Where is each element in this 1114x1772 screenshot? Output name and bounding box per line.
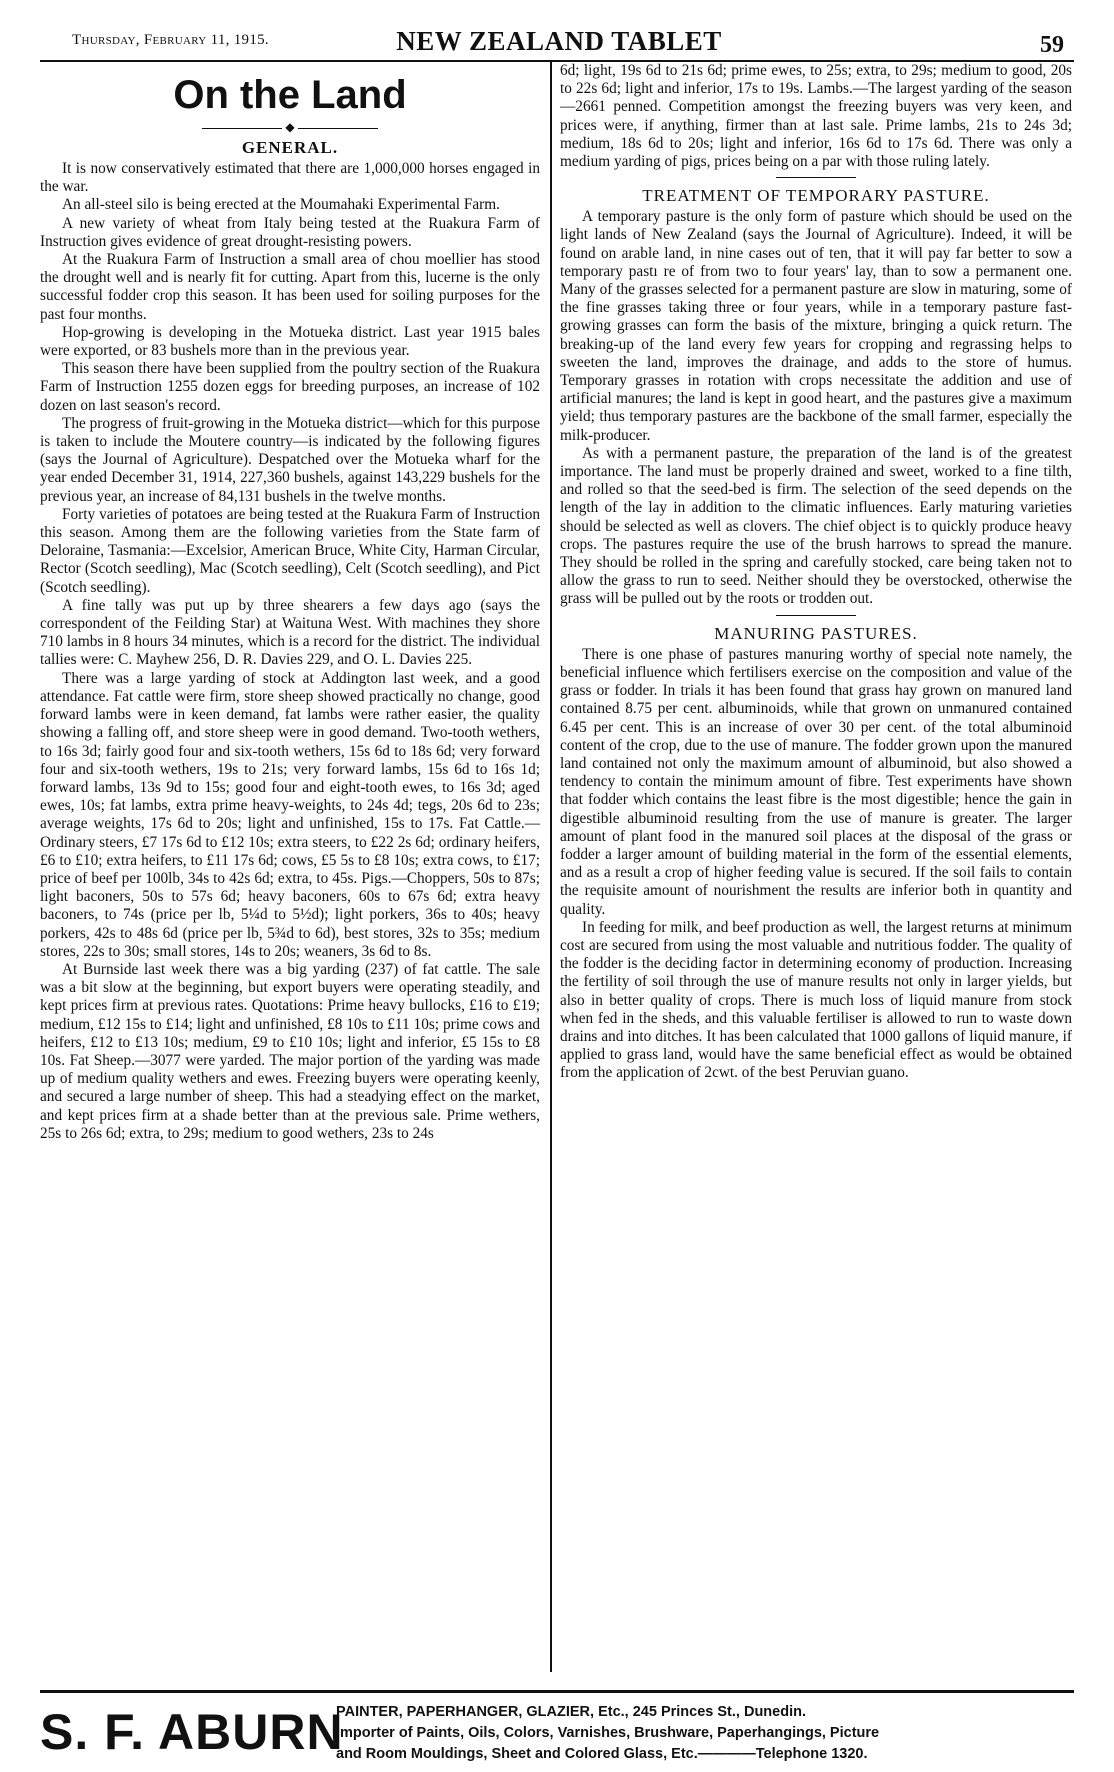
paragraph: At Burnside last week there was a big yarding (237) of fat cattle. The sale was a bit slow at the beginning, but export buyers were operating steadily, and kept prices firm at previous rates. Quotations: Prime heavy bullocks, £16 to £19; medium, £12 15s to £14; light and unfinished, £8 10s to £11 10s; prime cows and heifers, £12 to £13 10s; medium, £9 to £10 10s; light and inferior, £5 15s to £8 10s. Fat Sheep.—3077 were yarded. The major portion of the yarding was made up of medium quality wethers and ewes. Freezing buyers were operating keenly, and secured a large number of sheep. This had a steadying effect on the market, and kept prices firm at a shade better than at the previous sale. Prime wethers, 25s to 26s 6d; extra, to 29s; medium to good wethers, 23s to 24s — [40, 960, 540, 1142]
paragraph: As with a permanent pasture, the preparation of the land is of the greatest importance. The land must be properly drained and sweet, worked to a fine tilth, and rolled so that the seed-bed is firm. The selection of the seed depends on the length of the lay in addition to the climatic influences. Early maturing varieties should be selected as well as clovers. The chief object is to quickly produce heavy crops. The pastures require the use of the brush harrows to spread the manure. They should be rolled in the spring and carefully stocked, care being taken not to allow the grass to run to seed. Neither should they be overstocked, otherwise the grass will be pulled out by the roots or trodden out. — [560, 444, 1072, 608]
footer-rule — [40, 1690, 1074, 1693]
paragraph: It is now conservatively estimated that there are 1,000,000 horses engaged in the war. — [40, 160, 540, 196]
article-title: On the Land — [173, 73, 407, 117]
publication-title: NEW ZEALAND TABLET — [396, 26, 722, 56]
section-heading-temporary-pasture: TREATMENT OF TEMPORARY PASTURE. — [642, 186, 990, 206]
advertisement-text — [336, 1702, 1074, 1765]
paragraph: A new variety of wheat from Italy being tested at the Ruakura Farm of Instruction gives evidence of great drought-resisting powers. — [40, 214, 540, 250]
section-heading-general: GENERAL. — [241, 138, 339, 157]
paragraph: At the Ruakura Farm of Instruction a small area of chou moellier has stood the drought well and is nearly fit for cutting. Apart from this, lucerne is the only successful fodder crop this season. It has been used for soiling purposes for the past four months. — [40, 251, 540, 323]
advertiser-name: S. F. ABURN — [40, 1704, 344, 1760]
page-number: 59 — [1040, 32, 1064, 58]
paragraph: Forty varieties of potatoes are being tested at the Ruakura Farm of Instruction this season. Among them are the following varieties from the State farm of Deloraine, Tasmania:—Excelsior, American Bruce, White City, Harman Circular, Rector (Scotch seedling), Mac (Scotch seedling), Celt (Scotch seedling), and Pict (Scotch seedling). — [40, 505, 540, 596]
paragraph: Hop-growing is developing in the Motueka district. Last year 1915 bales were exported, or 83 bushels more than in the previous year. — [40, 323, 540, 360]
paragraph: This season there have been supplied from the poultry section of the Ruakura Farm of Instruction 1255 dozen eggs for breeding purposes, an increase of 102 dozen on last season's record. — [40, 360, 540, 414]
paragraph: In feeding for milk, and beef production as well, the largest returns at minimum cost are secured from using the most valuable and nutritious fodder. The quality of the fodder is the deciding factor in determining economy of production. Increasing the fertility of soil through the use of manure results not only in larger yields, but also in better quality of crops. There is much loss of liquid manure from stock when fed in the sheds, and this valuable fertiliser is allowed to run to waste down drains and into ditches. It has been calculated that 1000 gallons of liquid manure, if applied to grass land, would have the same beneficial effect as would be obtained from the application of 2cwt. of the best Peruvian guano. — [560, 918, 1072, 1082]
paragraph: A temporary pasture is the only form of pasture which should be used on the light lands of New Zealand (says the Journal of Agriculture). Indeed, it will be found on arable land, in nine cases out of ten, that it will pay far better to sow a temporary pastı re of from two to four years' lay, than to sow a permanent one. Many of the grasses selected for a permanent pasture are slow in maturing, some of the fine grasses taking three or four years, while in a temporary pasture fast-growing grasses can form the basis of the mixture, bringing a quick return. The breaking-up of the land every few years for cropping and regrassing helps to sweeten the land, improves the drainage, and adds to the store of humus. Temporary grasses in rotation with crops necessitate the addition and use of artificial manures; the land is kept in good heart, and the pastures give a maximum yield; thus temporary pastures are the backbone of the small farmer, especially the milk-producer. — [560, 208, 1072, 444]
title-ornament: ◆ — [40, 120, 540, 134]
paragraph: An all-steel silo is being erected at the Moumahaki Experimental Farm. — [62, 196, 500, 214]
paragraph: There was a large yarding of stock at Addington last week, and a good attendance. Fat cattle were firm, store sheep showed practically no change, good forward lambs were in keen demand, fat lambs were rather easier, the quality showing a falling off, and store sheep were in good demand. Two-tooth wethers, to 16s 3d; fairly good four and six-tooth wethers, 15s 6d to 18s 6d; very forward four and six-tooth wethers, 19s to 21s; very forward lambs, 15s 6d to 16s 1d; forward lambs, 13s 9d to 15s; good four and eight-tooth ewes, to 16s 3d; aged ewes, 10s; fat lambs, extra prime heavy-weights, to 24s 4d; tegs, 20s 6d to 23s; average weights, 17s 6d to 20s; light and unfinished, 15s to 17s. Fat Cattle.—Ordinary steers, £7 17s 6d to £12 10s; extra steers, to £22 2s 6d; ordinary heifers, £6 to £10; extra heifers, to £11 17s 6d; cows, £5 5s to £8 10s; extra cows, to £17; price of beef per 100lb, 34s to 42s 6d; extra, to 45s. Pigs.—Choppers, 50s to 87s; light baconers, 50s to 57s 6d; heavy baconers, 60s to 67s 6d; extra heavy baconers, to 74s (price per lb, 5¼d to 5½d); light porkers, 36s to 40s; heavy porkers, 42s to 48s 6d (price per lb, 5¾d to 6d), best stores, 32s to 35s; medium stores, 22s to 30s; small stores, 14s to 20s; weaners, 3s 6d to 8s. — [40, 669, 540, 960]
column-divider — [550, 62, 552, 1672]
section-rule — [776, 615, 856, 616]
issue-date: Thursday, February 11, 1915. — [72, 32, 269, 48]
left-column — [40, 62, 540, 1143]
ad-line: PAINTER, PAPERHANGER, GLAZIER, Etc., 245 Princes St., Dunedin. — [336, 1704, 806, 1720]
section-heading-manuring-pastures: MANURING PASTURES. — [714, 623, 918, 643]
advertisement — [40, 1700, 1074, 1768]
section-rule — [776, 177, 856, 178]
page-header — [44, 22, 1074, 58]
right-column — [560, 62, 1072, 1083]
paragraph: There is one phase of pastures manuring worthy of special note namely, the beneficial influence which fertilisers exercise on the composition and value of the grass or fodder. In trials it has been found that grass hay grown on manured land contained 8.75 per cent. albuminoids, while that grown on unmanured contained 6.45 per cent. This is an increase of over 30 per cent. of the total albuminoid content of the crop, due to the use of manure. The fodder grown upon the manured land contained not only the maximum amount of albuminoid, but also showed a tendency to contain the minimum amount of fibre. Test experiments have shown that fodder which contains the least fibre is the most digestible; hence the gain in digestible albuminoid resulting from the use of manure is greater. The larger amount of plant food in the manured soil places at the disposal of the grass or fodder a larger amount of building material in the form of the essential elements, and as a result a crop of higher feeding value is secured. If the soil fails to contain the requisite amount of nourishment the results are inferior both in quantity and quality. — [560, 645, 1072, 918]
ad-line: Importer of Paints, Oils, Colors, Varnishes, Brushware, Paperhangings, Picture — [336, 1725, 880, 1741]
paragraph: A fine tally was put up by three shearers a few days ago (says the correspondent of the Feilding Star) at Waituna West. With machines they shore 710 lambs in 8 hours 34 minutes, which is a record for the district. The individual tallies were: C. Mayhew 256, D. R. Davies 229, and O. L. Davies 225. — [40, 596, 540, 669]
ad-line: and Room Mouldings, Sheet and Colored Glass, Etc.————Telephone 1320. — [336, 1746, 868, 1762]
paragraph: The progress of fruit-growing in the Motueka district—which for this purpose is taken to include the Moutere country—is indicated by the following figures (says the Journal of Agriculture). Despatched over the Motueka wharf for the year ended December 31, 1914, 227,360 bushels, against 143,229 bushels for the previous year, an increase of 84,131 bushels in the twelve months. — [40, 414, 540, 505]
continued-paragraph: 6d; light, 19s 6d to 21s 6d; prime ewes, to 25s; extra, to 29s; medium to good, 20s to 22s 6d; light and inferior, 17s to 19s. Lambs.—The largest yarding of the season—2661 penned. Competition amongst the freezing buyers was very keen, and prices were, if anything, firmer than at last sale. Prime lambs, 21s to 24s 3d; medium, 18s 6d to 20s; light and inferior, 16s 6d to 17s 6d. There was only a medium yarding of pigs, prices being on a par with those ruling lately. — [560, 62, 1072, 171]
